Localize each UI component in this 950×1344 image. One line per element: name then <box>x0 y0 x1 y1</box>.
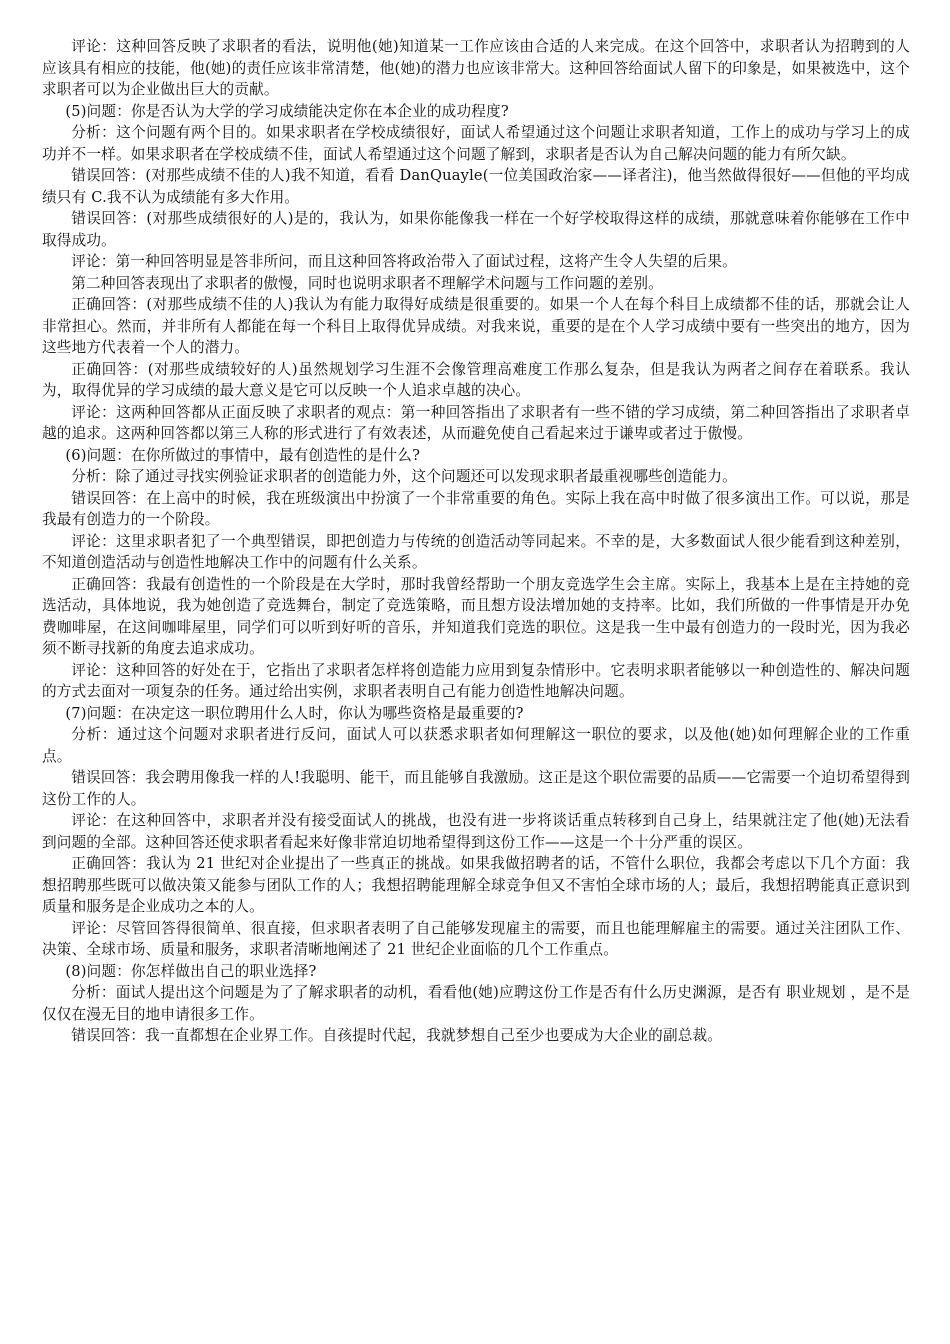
question-heading: (5)问题：你是否认为大学的学习成绩能决定你在本企业的成功程度? <box>65 102 509 120</box>
question-heading: (6)问题：在你所做过的事情中，最有创造性的是什么? <box>65 446 421 464</box>
wrong-answer-paragraph: 错误回答：在上高中的时候，我在班级演出中扮演了一个非常重要的角色。实际上我在高中时做了很多演出工作。可以说，那是我最有创造力的一个阶段。 <box>42 489 910 528</box>
wrong-answer-paragraph: 错误回答：(对那些成绩很好的人)是的，我认为，如果你能像我一样在一个好学校取得这样的成绩，那就意味着你能够在工作中取得成功。 <box>42 210 910 249</box>
analysis-paragraph: 分析：除了通过寻找实例验证求职者的创造能力外，这个问题还可以发现求职者最重视哪些创造能力。 <box>71 468 737 485</box>
comment-paragraph: 评论：这种回答的好处在于，它指出了求职者怎样将创造能力应用到复杂情形中。它表明求职者能够以一种创造性的、解决问题的方式去面对一项复杂的任务。通过给出实例，求职者表明自己有能力创造性地解决问题。 <box>42 661 910 700</box>
correct-answer-paragraph: 正确回答：(对那些成绩较好的人)虽然规划学习生涯不会像管理高难度工作那么复杂，但是我认为两者之间存在着联系。我认为，取得优异的学习成绩的最大意义是它可以反映一个人追求卓越的决心。 <box>42 360 910 399</box>
comment-paragraph: 评论：第一种回答明显是答非所问，而且这种回答将政治带入了面试过程，这将产生令人失望的后果。 <box>71 253 737 270</box>
comment-paragraph: 评论：这种回答反映了求职者的看法，说明他(她)知道某一工作应该由合适的人来完成。在这个回答中，求职者认为招聘到的人应该具有相应的技能，他(她)的责任应该非常清楚，他(她)的潜力也应该非常大。这种回答给面试人留下的印象是，如果被选中，这个求职者可以为企业做出巨大的贡献。 <box>42 38 910 98</box>
document-page <box>42 36 910 1047</box>
question-heading: (7)问题：在决定这一职位聘用什么人时，你认为哪些资格是最重要的? <box>65 704 524 722</box>
comment-paragraph: 评论：这里求职者犯了一个典型错误，即把创造力与传统的创造活动等同起来。不幸的是，大多数面试人很少能看到这种差别，不知道创造活动与创造性地解决工作中的问题有什么关系。 <box>42 532 910 571</box>
analysis-paragraph: 分析：这个问题有两个目的。如果求职者在学校成绩很好，面试人希望通过这个问题让求职者知道，工作上的成功与学习上的成功并不一样。如果求职者在学校成绩不佳，面试人希望通过这个问题了解到，求职者是否认为自己解决问题的能力有所欠缺。 <box>42 124 910 163</box>
correct-answer-paragraph: 正确回答：我最有创造性的一个阶段是在大学时，那时我曾经帮助一个朋友竞选学生会主席。实际上，我基本上是在主持她的竞选活动，具体地说，我为她创造了竞选舞台，制定了竞选策略，而且想方设法增加她的支持率。比如，我们所做的一件事情是开办免费咖啡屋，在这间咖啡屋里，同学们可以听到好听的音乐，并知道我们竞选的职位。这是我一生中最有创造力的一段时光，因为我必须不断寻找新的角度去追求成功。 <box>42 575 910 657</box>
comment-paragraph: 第二种回答表现出了求职者的傲慢，同时也说明求职者不理解学术问题与工作问题的差别。 <box>71 274 663 292</box>
analysis-paragraph: 分析：面试人提出这个问题是为了了解求职者的动机，看看他(她)应聘这份工作是否有什么历史渊源，是否有 职业规划 ，是不是仅仅在漫无目的地申请很多工作。 <box>42 984 910 1023</box>
correct-answer-paragraph: 正确回答：(对那些成绩不佳的人)我认为有能力取得好成绩是很重要的。如果一个人在每个科目上成绩都不佳的话，那就会让人非常担心。然而，并非所有人都能在每一个科目上取得优异成绩。对我来说，重要的是在个人学习成绩中要有一些突出的地方，因为这些地方代表着一个人的潜力。 <box>42 296 910 356</box>
comment-paragraph: 评论：尽管回答得很简单、很直接，但求职者表明了自己能够发现雇主的需要，而且也能理解雇主的需要。通过关注团队工作、决策、全球市场、质量和服务，求职者清晰地阐述了 21 世纪企业面临的几个工作重点。 <box>42 919 910 958</box>
comment-paragraph: 评论：在这种回答中，求职者并没有接受面试人的挑战，也没有进一步将谈话重点转移到自己身上，结果就注定了他(她)无法看到问题的全部。这种回答还使求职者看起来好像非常迫切地希望得到这份工作——这是一个十分严重的误区。 <box>42 812 910 851</box>
question-heading: (8)问题：你怎样做出自己的职业选择? <box>65 962 317 980</box>
analysis-paragraph: 分析：通过这个问题对求职者进行反问，面试人可以获悉求职者如何理解这一职位的要求，以及他(她)如何理解企业的工作重点。 <box>42 726 910 765</box>
wrong-answer-paragraph: 错误回答：我一直都想在企业界工作。自孩提时代起，我就梦想自己至少也要成为大企业的副总裁。 <box>71 1027 723 1044</box>
wrong-answer-paragraph: 错误回答：我会聘用像我一样的人!我聪明、能干，而且能够自我激励。这正是这个职位需要的品质——它需要一个迫切希望得到这份工作的人。 <box>42 769 910 808</box>
wrong-answer-paragraph: 错误回答：(对那些成绩不佳的人)我不知道，看看 DanQuayle(一位美国政治家——译者注)，他当然做得很好——但他的平均成绩只有 C.我不认为成绩能有多大作用。 <box>42 167 910 206</box>
comment-paragraph: 评论：这两种回答都从正面反映了求职者的观点：第一种回答指出了求职者有一些不错的学习成绩，第二种回答指出了求职者卓越的追求。这两种回答都以第三人称的形式进行了有效表述，从而避免使自己看起来过于谦卑或者过于傲慢。 <box>42 403 910 442</box>
correct-answer-paragraph: 正确回答：我认为 21 世纪对企业提出了一些真正的挑战。如果我做招聘者的话，不管什么职位，我都会考虑以下几个方面：我想招聘那些既可以做决策又能参与团队工作的人；我想招聘能理解全球竞争但又不害怕全球市场的人；最后，我想招聘能真正意识到质量和服务是企业成功之本的人。 <box>42 855 910 915</box>
